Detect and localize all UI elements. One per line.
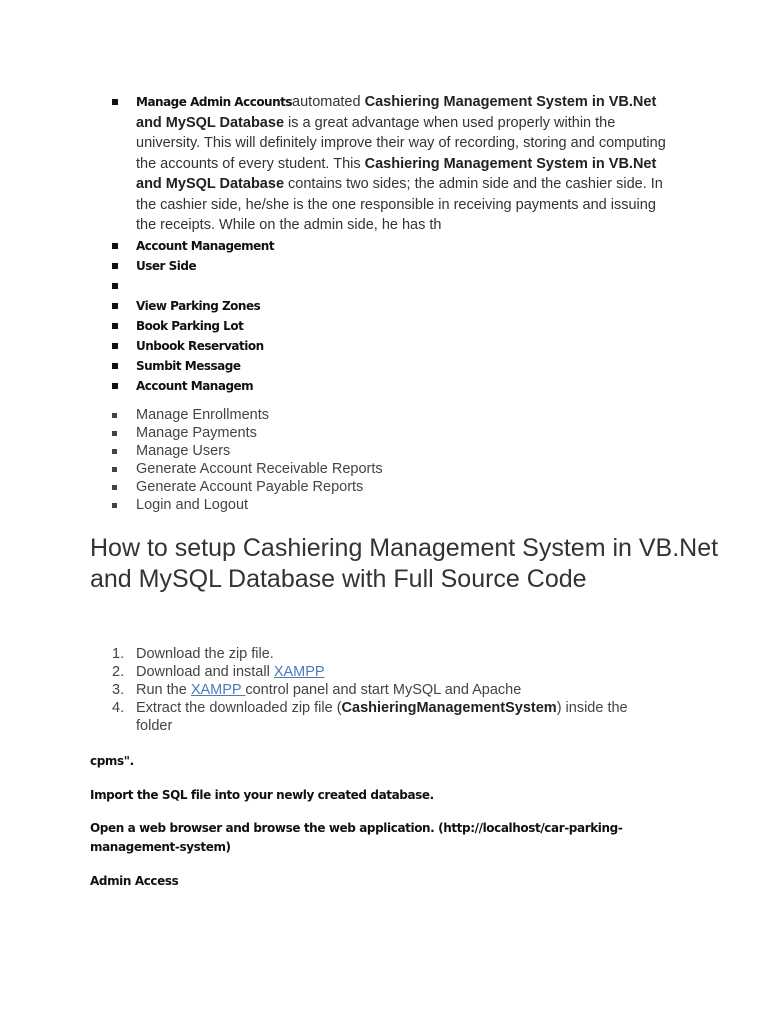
list-item-label: Book Parking Lot — [136, 319, 244, 333]
list-item — [0, 356, 676, 376]
square-bullet-icon — [112, 283, 118, 289]
list-item — [0, 460, 676, 478]
square-bullet-icon — [112, 263, 118, 269]
square-bullet-icon — [112, 323, 118, 329]
square-bullet-icon — [112, 363, 118, 369]
step-item — [0, 645, 656, 663]
step-number: 2. — [112, 664, 125, 680]
paragraph-text: is a great advantage when used properly within the university. This will definitely improve their way of recording, storing and computing the accounts of every student. This — [136, 114, 666, 172]
step-text: Download and install — [136, 664, 274, 680]
square-bullet-icon — [112, 467, 117, 472]
square-bullet-icon — [112, 413, 117, 418]
intro-list-item — [0, 92, 676, 236]
list-item — [0, 236, 676, 256]
step-text: Extract the downloaded zip file ( — [136, 700, 342, 716]
cpms-line: cpms". — [90, 754, 134, 768]
intro-paragraph — [136, 92, 676, 236]
intro-bullet-list — [0, 92, 676, 236]
step-number: 3. — [112, 682, 125, 698]
admin-access-line: Admin Access — [90, 874, 179, 888]
square-bullet-icon — [112, 343, 118, 349]
step-item — [0, 681, 656, 699]
square-bullet-icon — [112, 503, 117, 508]
square-bullet-icon — [112, 449, 117, 454]
list-item — [0, 316, 676, 336]
list-item-label: Sumbit Message — [136, 359, 241, 373]
list-item — [0, 478, 676, 496]
list-item-label: Generate Account Receivable Reports — [136, 461, 383, 477]
square-bullet-icon — [112, 485, 117, 490]
setup-steps-list — [0, 645, 656, 735]
step-item — [0, 699, 656, 735]
setup-heading: How to setup Cashiering Management System in VB.Net and MySQL Database with Full Source Code — [90, 534, 719, 593]
square-bullet-icon — [112, 243, 118, 249]
import-sql-line: Import the SQL file into your newly created database. — [90, 788, 434, 802]
list-item — [0, 276, 676, 296]
square-bullet-icon — [112, 431, 117, 436]
list-item — [0, 296, 676, 316]
list-item — [0, 442, 676, 460]
list-item — [0, 336, 676, 356]
xampp-link[interactable]: XAMPP — [273, 664, 325, 680]
step-item — [0, 663, 656, 681]
paragraph-bold-phrase: Cashiering Management System in VB.Net and MySQL Database — [136, 155, 657, 192]
list-item-label: Manage Enrollments — [136, 407, 269, 423]
list-item — [0, 376, 676, 396]
list-item-label: Account Managem — [136, 379, 254, 393]
step-text-after: ) inside the folder — [136, 700, 628, 734]
list-item-label: Manage Users — [136, 443, 231, 459]
square-bullet-icon — [112, 303, 118, 309]
step-text: Run the — [136, 682, 191, 698]
list-item-label: Login and Logout — [136, 497, 249, 513]
paragraph-text: contains two sides; the admin side and the cashier side. In the cashier side, he/she is the one responsible in receiving payments and issuing the receipts. While on the admin side, he has th — [136, 176, 663, 233]
square-bullet-icon — [112, 99, 118, 105]
feature-list-admin — [0, 406, 676, 514]
list-item-label: Manage Payments — [136, 425, 257, 441]
step-text-after: control panel and start MySQL and Apache — [245, 682, 522, 698]
list-item-label: User Side — [136, 259, 197, 273]
step-bold-filename: CashieringManagementSystem — [341, 700, 557, 716]
step-text: Download the zip file. — [136, 646, 274, 662]
list-item-label: Account Management — [136, 239, 275, 253]
list-item-label: Unbook Reservation — [136, 339, 264, 353]
open-browser-line: Open a web browser and browse the web application. (http://localhost/car-parking-management-system) — [90, 821, 623, 854]
list-item — [0, 496, 676, 514]
list-item — [0, 256, 676, 276]
list-item — [0, 424, 676, 442]
square-bullet-icon — [112, 383, 118, 389]
feature-list-bold — [0, 236, 676, 396]
intro-item-label: Manage Admin Accounts — [136, 95, 293, 109]
list-item-label: View Parking Zones — [136, 299, 261, 313]
list-item-label: Generate Account Payable Reports — [136, 479, 364, 495]
step-number: 4. — [112, 700, 125, 716]
step-number: 1. — [112, 646, 125, 662]
paragraph-bold-phrase: Cashiering Management System in VB.Net and MySQL Database — [136, 94, 657, 131]
list-item — [0, 406, 676, 424]
paragraph-text: automated — [292, 94, 365, 110]
xampp-link[interactable]: XAMPP — [190, 682, 246, 698]
